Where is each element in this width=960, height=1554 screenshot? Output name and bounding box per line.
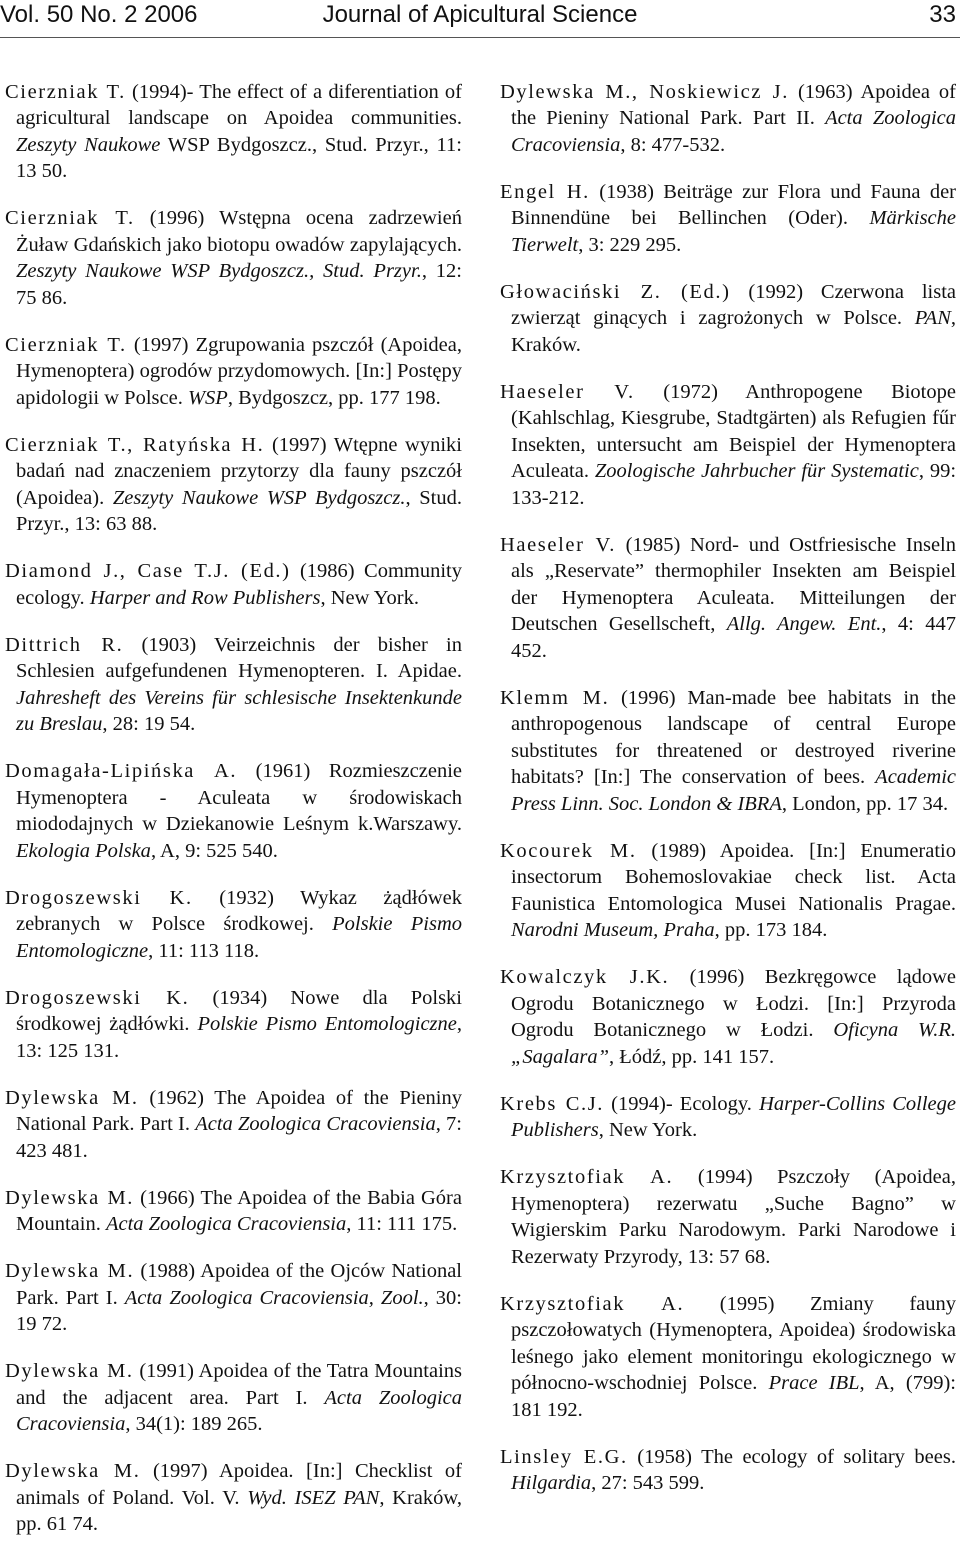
reference-title: Wykaz żądłówek zebranych w Polsce środkowej. <box>16 886 462 935</box>
reference-author: Dylewska M. <box>5 1260 135 1282</box>
reference-author: Kowalczyk J.K. <box>500 966 670 988</box>
reference-details: WSP Bydgoszcz., Stud. Przyr., 11: 13 50. <box>16 133 462 182</box>
reference-author: Dylewska M. <box>5 1360 134 1382</box>
reference-year: (1985) <box>615 533 691 556</box>
reference-entry <box>500 532 956 665</box>
reference-entry <box>500 685 956 818</box>
reference-title: Zgrupowania pszczół (Apoidea, Hymenoptera) ogrodów przydomowych. [In:] Postępy apidologii w Polsce. <box>16 333 462 409</box>
reference-title: Bezkręgowce lądowe Ogrodu Botanicznego w Łodzi. [In:] Przyroda Ogrodu Botanicznego w Łodzi. <box>511 966 956 1041</box>
reference-entry <box>5 1185 462 1238</box>
reference-entry <box>5 1085 462 1165</box>
reference-source: Oficyna W.R. „Sagalara” <box>511 1019 956 1068</box>
reference-year: (1997) <box>140 1460 219 1482</box>
reference-details: , Kraków. <box>511 307 956 356</box>
reference-entry <box>500 964 956 1070</box>
reference-year: (1932) <box>192 886 301 909</box>
reference-title: Rozmieszczenie Hymenoptera - Aculeata w środowiskach miododajnych w Dziekanowie Leśnym k.Warszawy. <box>16 760 462 835</box>
reference-details: , 13: 125 131. <box>16 1013 462 1062</box>
reference-source: Ekologia Polska <box>16 839 151 862</box>
reference-author: Cierzniak T. <box>5 333 127 356</box>
reference-details: , 3: 229 295. <box>578 233 682 256</box>
reference-title: Ecology. <box>679 1092 760 1115</box>
reference-title: Apoidea. [In:] Enumeratio insectorum Bohemoslovakiae check list. Acta Faunistica Entomologica Musei Nationalis Pragae. <box>511 839 956 915</box>
reference-title: The ecology of solitary bees. <box>701 1445 956 1468</box>
reference-year: (1997) <box>126 333 196 356</box>
reference-year: (1966) <box>134 1186 201 1209</box>
reference-source: Acta Zoologica Cracoviensia <box>105 1213 347 1235</box>
reference-title: Apoidea of the Tatra Mountains and the adjacent area. Part I. <box>16 1360 462 1409</box>
reference-source: Acta Zoologica Cracoviensia, Zool. <box>124 1286 424 1309</box>
reference-author: Kocourek M. <box>500 839 637 862</box>
reference-entry <box>500 1164 956 1270</box>
reference-year: (1934) <box>189 986 291 1009</box>
reference-author: Głowaciński Z. (Ed.) <box>500 280 731 303</box>
reference-author: Dylewska M. <box>5 1186 135 1209</box>
reference-year: (1996) <box>134 207 220 229</box>
reference-details: , 30: 19 72. <box>16 1286 462 1335</box>
reference-author: Engel H. <box>500 180 590 203</box>
reference-source: Zeszyty Naukowe WSP Bydgoszcz. <box>112 486 406 509</box>
reference-title: Apoidea of the Pieniny National Park. Part II. <box>511 80 956 129</box>
reference-source: Zeszyty Naukowe <box>16 133 161 156</box>
reference-author: Krebs C.J. <box>500 1092 605 1115</box>
reference-year: (1994)- <box>125 80 200 103</box>
reference-year: (1995) <box>684 1292 810 1315</box>
reference-author: Dylewska M. <box>5 1460 141 1482</box>
reference-title: Apoidea. [In:] Checklist of animals of Poland. Vol. V. <box>16 1460 462 1509</box>
reference-title: Anthropogene Biotope (Kahlschlag, Kiesgrube, Stadtgärten) als Refugien fűr Insekten, untersucht am Beispiel der Hymenoptera Aculeata. <box>511 380 956 482</box>
reference-entry <box>5 1458 462 1538</box>
reference-title: Wstępna ocena zadrzewień Żuław Gdańskich jako biotopu owadów zapylających. <box>16 207 462 256</box>
reference-source: Academic Press Linn. Soc. London & IBRA <box>511 766 956 815</box>
reference-source: Harper-Collins College Publishers <box>511 1092 956 1141</box>
reference-author: Linsley E.G. <box>500 1445 628 1468</box>
reference-title: Man-made bee habitats in the anthropogenous landscape of central Europe substitutes for threatened or destroyed riverine habitats? [In:] The conservation of bees. <box>511 686 956 788</box>
reference-year: (1903) <box>123 633 214 656</box>
reference-source: PAN <box>914 307 951 329</box>
reference-entry <box>5 758 462 864</box>
reference-details: , London, pp. 17 34. <box>781 792 949 815</box>
reference-entry <box>500 1091 956 1144</box>
reference-year: (1992) <box>730 280 821 303</box>
reference-author: Dylewska M., Noskiewicz J. <box>500 80 789 103</box>
reference-source: Zeszyty Naukowe WSP Bydgoszcz., Stud. Przyr. <box>16 260 422 282</box>
reference-title: Nord- und Ostfriesische Inseln als „Reservate” thermophiler Insekten am Beispiel der Hymenoptera Aculeata. Mitteilungen der Deutschen Gesellscheft, <box>511 533 957 635</box>
reference-year: (1996) <box>609 686 688 709</box>
reference-year: (1994) <box>673 1166 778 1188</box>
reference-details: , Kraków, pp. 61 74. <box>16 1486 462 1535</box>
reference-year: (1994)- <box>604 1092 680 1115</box>
reference-author: Drogoszewski K. <box>5 986 190 1009</box>
reference-source: Polskie Pismo Entomologiczne <box>16 913 462 962</box>
reference-details: , 4: 447 452. <box>511 613 956 662</box>
reference-entry <box>5 79 462 185</box>
reference-year: (1986) <box>290 560 365 582</box>
header-rule <box>0 37 960 38</box>
reference-source: Jahresheft des Vereins für schlesische Insektenkunde zu Breslau <box>16 686 462 735</box>
reference-year: (1962) <box>138 1086 215 1109</box>
reference-entry <box>500 279 956 359</box>
reference-year: (1958) <box>627 1445 702 1468</box>
reference-author: Diamond J., Case T.J. (Ed.) <box>5 560 291 582</box>
reference-details: , 27: 543 599. <box>591 1472 705 1494</box>
reference-entry <box>500 1291 956 1424</box>
reference-year: (1972) <box>634 380 746 403</box>
reference-year: (1989) <box>636 839 720 862</box>
running-header <box>0 0 960 34</box>
reference-title: Community ecology. <box>16 560 462 609</box>
reference-column-left <box>5 58 462 1548</box>
volume-info: Vol. 50 No. 2 2006 <box>0 1 198 28</box>
reference-source: Hilgardia <box>511 1472 592 1494</box>
reference-details: , New York. <box>320 586 419 609</box>
reference-details: , Stud. Przyr., 13: 63 88. <box>16 486 462 535</box>
reference-entry <box>5 205 462 311</box>
reference-entry <box>5 632 462 738</box>
reference-source: Acta Zoologica Cracoviensia <box>16 1386 462 1435</box>
reference-year: (1991) <box>133 1360 199 1382</box>
reference-entry <box>5 1258 462 1338</box>
reference-details: , 11: 111 175. <box>346 1213 458 1235</box>
reference-author: Cierzniak T. <box>5 207 135 229</box>
reference-entry <box>5 985 462 1065</box>
reference-source: Zoologische Jahrbucher für Systematic <box>594 460 919 482</box>
reference-entry <box>500 379 956 512</box>
reference-source: Prace IBL <box>768 1372 860 1394</box>
reference-source: Polskie Pismo Entomologiczne <box>197 1013 457 1035</box>
reference-column-right <box>500 58 956 1507</box>
reference-author: Domagała-Lipińska A. <box>5 760 238 782</box>
reference-details: , 8: 477-532. <box>620 133 726 156</box>
reference-details: , A, (799): 181 192. <box>511 1372 957 1421</box>
reference-title: Pszczoły (Apoidea, Hymenoptera) rezerwatu „Suche Bagno” w Wigierskim Parku Narodowym. Parki Narodowe i Rezerwaty Przyrody, 13: 57 68. <box>511 1166 957 1268</box>
reference-author: Haeseler V. <box>500 380 635 403</box>
reference-author: Cierzniak T. <box>5 80 126 103</box>
reference-author: Krzysztofiak A. <box>500 1292 685 1315</box>
reference-author: Drogoszewski K. <box>5 886 193 909</box>
reference-year: (1938) <box>589 180 664 203</box>
reference-entry <box>500 79 956 159</box>
reference-author: Krzysztofiak A. <box>500 1166 674 1188</box>
reference-author: Dittrich R. <box>5 633 124 656</box>
reference-entry <box>5 558 462 611</box>
reference-title: Czerwona lista zwierząt ginących i zagrożonych w Polsce. <box>511 280 957 329</box>
reference-source: Acta Zoologica Cracoviensia <box>195 1113 436 1135</box>
reference-source: Narodni Museum, Praha <box>511 919 715 941</box>
reference-title: Zmiany fauny pszczołowatych (Hymenoptera, Apoidea) środowiska leśnego jako element monitoringu ekologicznego w północno-wschodniej Polsce. <box>511 1292 956 1394</box>
reference-details: , Łódź, pp. 141 157. <box>608 1045 775 1068</box>
reference-details: , 11: 113 118. <box>148 939 260 962</box>
page-number: 33 <box>929 1 956 28</box>
reference-title: Beiträge zur Flora und Fauna der Binnendüne bei Bellinchen (Oder). <box>511 180 956 229</box>
reference-entry <box>5 1358 462 1438</box>
reference-entry <box>500 179 956 259</box>
reference-details: , 7: 423 481. <box>16 1113 463 1162</box>
reference-details: , A, 9: 525 540. <box>150 839 278 862</box>
reference-title: Apoidea of the Ojców National Park. Part I. <box>16 1260 462 1309</box>
reference-year: (1996) <box>669 966 765 988</box>
reference-details: , Bydgoszcz, pp. 177 198. <box>227 386 441 409</box>
reference-details: , New York. <box>598 1119 698 1141</box>
reference-details: , 28: 19 54. <box>102 713 196 735</box>
reference-author: Haeseler V. <box>500 533 616 556</box>
reference-source: WSP <box>187 386 228 409</box>
reference-author: Dylewska M. <box>5 1086 139 1109</box>
reference-author: Klemm M. <box>500 686 610 709</box>
reference-details: , pp. 173 184. <box>714 919 828 941</box>
reference-source: Acta Zoologica Cracoviensia <box>511 107 956 156</box>
reference-title: The effect of a diferentiation of agricultural landscape on Apoidea communities. <box>16 80 462 129</box>
reference-details: , 12: 75 86. <box>16 260 462 309</box>
reference-entry <box>5 332 462 412</box>
reference-source: Märkische Tierwelt <box>511 207 956 256</box>
reference-author: Cierzniak T., Ratyńska H. <box>5 433 265 456</box>
reference-year: (1963) <box>788 80 861 103</box>
reference-details: , 99: 133-212. <box>511 460 957 509</box>
reference-entry <box>5 432 462 538</box>
reference-source: Wyd. ISEZ PAN <box>247 1486 380 1509</box>
reference-title: The Apoidea of the Babia Góra Mountain. <box>16 1186 462 1235</box>
reference-details: , 34(1): 189 265. <box>125 1413 263 1435</box>
reference-title: Nowe dla Polski środkowej żądłówki. <box>16 986 463 1035</box>
reference-entry <box>5 885 462 965</box>
reference-source: Harper and Row Publishers <box>89 586 321 609</box>
journal-title: Journal of Apicultural Science <box>322 1 638 28</box>
reference-entry <box>500 1444 956 1497</box>
reference-source: Allg. Angew. Ent. <box>726 613 882 635</box>
reference-year: (1997) <box>264 433 334 456</box>
reference-entry <box>500 838 956 944</box>
reference-title: The Apoidea of the Pieniny National Park. Part I. <box>16 1086 462 1135</box>
reference-year: (1988) <box>134 1260 201 1282</box>
reference-title: Veirzeichnis der bisher in Schlesien aufgefundenen Hymenopteren. I. Apidae. <box>16 633 462 682</box>
reference-title: Wtępne wyniki badań nad znaczeniem przytorzy dla fauny pszczół (Apoidea). <box>16 433 462 509</box>
reference-year: (1961) <box>237 760 329 782</box>
